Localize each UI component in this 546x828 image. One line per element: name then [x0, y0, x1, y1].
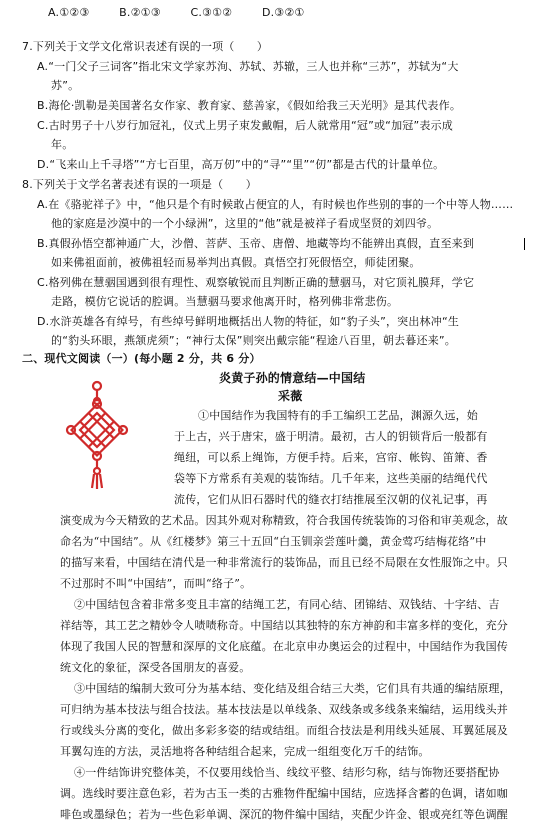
q8-option-b-line1: B.真假孙悟空都神通广大，沙僧、菩萨、玉帝、唐僧、地藏等均不能辨出真假，直至来到 — [37, 237, 475, 250]
q7-option-c-line1: C.古时男子十八岁行加冠礼，仪式上男子束发戴帽，后人就常用“冠”或“加冠”表示成 — [37, 119, 453, 132]
q8-stem: 8.下列关于文学名著表述有误的一项是（ ） — [22, 178, 257, 191]
q7-option-c-line2: 年。 — [51, 138, 74, 151]
q8-option-d-line1: D.水浒英雄各有绰号，有些绰号鲜明地概括出人物的特征，如“豹子头”，突出林冲“生 — [37, 315, 460, 328]
p1-line9: 不过那时不叫“中国结”，而叫“络子”。 — [60, 577, 252, 590]
p1-line8: 的描写来看，中国结在清代是一种非常流行的装饰品，而且已经不局限在女性服饰之中。只 — [60, 556, 508, 569]
q7-stem: 7.下列关于文学文化常识表述有误的一项（ ） — [22, 40, 269, 53]
p2-line4: 统文化的象征，深受各国朋友的喜爱。 — [60, 661, 251, 674]
p3-line4: 耳翼勾连的方法，灵活地将各种结组合起来，完成一组组变化万千的结饰。 — [60, 745, 430, 758]
p1-line6: 演变成为今天精致的艺术品。因其外观对称精致，符合我国传统装饰的习俗和审美观念，故 — [60, 514, 508, 527]
section-heading: 二、现代文阅读（一）(每小题 2 分，共 6 分） — [22, 352, 261, 365]
q7-option-b: B.海伦·凯勒是美国著名女作家、教育家、慈善家，《假如给我三天光明》是其代表作。 — [37, 99, 462, 112]
p1-line2: 于上古，兴于唐宋，盛于明清。最初，古人的钥锁背后一般都有 — [174, 430, 488, 443]
top-option-a: A.①②③ — [48, 6, 90, 19]
p1-line1: ①中国结作为我国特有的手工编织工艺品，渊源久远，始 — [198, 409, 478, 422]
q7-option-d: D.“飞来山上千寻塔”“方七百里，高万仞”中的“寻”“里”“仞”都是古代的计量单位。 — [37, 158, 445, 171]
top-options — [48, 6, 331, 20]
q8-option-a-line1: A.在《骆驼祥子》中，“他只是个有时候敢占便宜的人，有时候也作些别的事的一个中等人物…… — [37, 198, 514, 211]
p4-line1: ④一件结饰讲究整体美，不仅要用线恰当、线纹平整、结形匀称，结与饰物还要搭配协 — [74, 766, 500, 779]
p1-line5: 流传，它们从旧石器时代的缝衣打结推展至汉朝的仪礼记事，再 — [174, 493, 488, 506]
top-option-d: D.③②① — [261, 6, 305, 19]
top-option-c: C.③①② — [190, 6, 233, 19]
p3-line1: ③中国结的编制大致可分为基本结、变化结及组合结三大类，它们具有共通的编结原理， — [74, 682, 511, 695]
article-author: 采薇 — [278, 389, 303, 403]
p3-line3: 行或线头分离的变化，做出多彩多姿的结或结组。而组合技法是利用线头延展、耳翼延展及 — [60, 724, 508, 737]
p2-line1: ②中国结包含着非常多变且丰富的结绳工艺，有同心结、团锦结、双钱结、十字结、吉 — [74, 598, 500, 611]
q8-option-a-line2: 他的家庭是沙漠中的一个小绿洲”，这里的“他”就是被祥子看成坚贤的刘四爷。 — [51, 217, 439, 230]
q8-option-b-line2: 如来佛祖面前，被佛祖轻而易举判出真假。真悟空打死假悟空，师徒团聚。 — [51, 256, 421, 269]
text-cursor — [524, 238, 525, 250]
p3-line2: 可归纳为基本技法与组合技法。基本技法是以单线条、双线条或多线条来编结，运用线头并 — [60, 703, 508, 716]
p2-line2: 祥结等，其工艺之精妙令人啧啧称奇。中国结以其独特的东方神韵和丰富多样的变化，充分 — [60, 619, 508, 632]
p1-line4: 袋等下方常系有美观的装饰结。几千年来，这些美丽的结绳代代 — [174, 472, 488, 485]
p4-line2: 调。选线时要注意色彩，若为古玉一类的古雅物件配编中国结，应选择含蓄的色调，诸如咖 — [60, 787, 508, 800]
q8-option-d-line2: 的“豹头环眼，燕颔虎须”；“神行太保”则突出戴宗能“程途八百里，朝去暮还来”。 — [51, 334, 456, 347]
article-title: 炎黄子孙的情意结—中国结 — [219, 371, 366, 385]
p2-line3: 体现了我国人民的智慧和深厚的文化底蕴。在北京申办奥运会的过程中，中国结作为我国传 — [60, 640, 508, 653]
p1-line7: 命名为“中国结”。从《红楼梦》第三十五回“白玉钏亲尝莲叶羹，黄金莺巧结梅花络”中 — [60, 535, 487, 548]
q7-option-a-line1: A.“一门父子三词客”指北宋文学家苏洵、苏轼、苏辙，三人也并称“三苏”，苏轼为“大 — [37, 60, 459, 73]
q7-option-a-line2: 苏”。 — [51, 79, 80, 92]
chinese-knot-image — [62, 380, 132, 490]
p1-line3: 绳纽，可以系上绳饰，方便手持。后来，宫帘、帐钩、笛箫、香 — [174, 451, 488, 464]
q8-option-c-line2: 走路，模仿它说话的腔调。当慧骃马要求他离开时，格列佛非常悲伤。 — [51, 295, 399, 308]
p4-line3: 啡色或墨绿色；若为一些色彩单调、深沉的物件编中国结，夹配少许金、银或亮红等色调醒 — [60, 808, 508, 821]
top-option-b: B.②①③ — [119, 6, 161, 19]
q8-option-c-line1: C.格列佛在慧骃国遇到很有理性、观察敏锐而且判断正确的慧骃马，对它顶礼膜拜，学它 — [37, 276, 475, 289]
